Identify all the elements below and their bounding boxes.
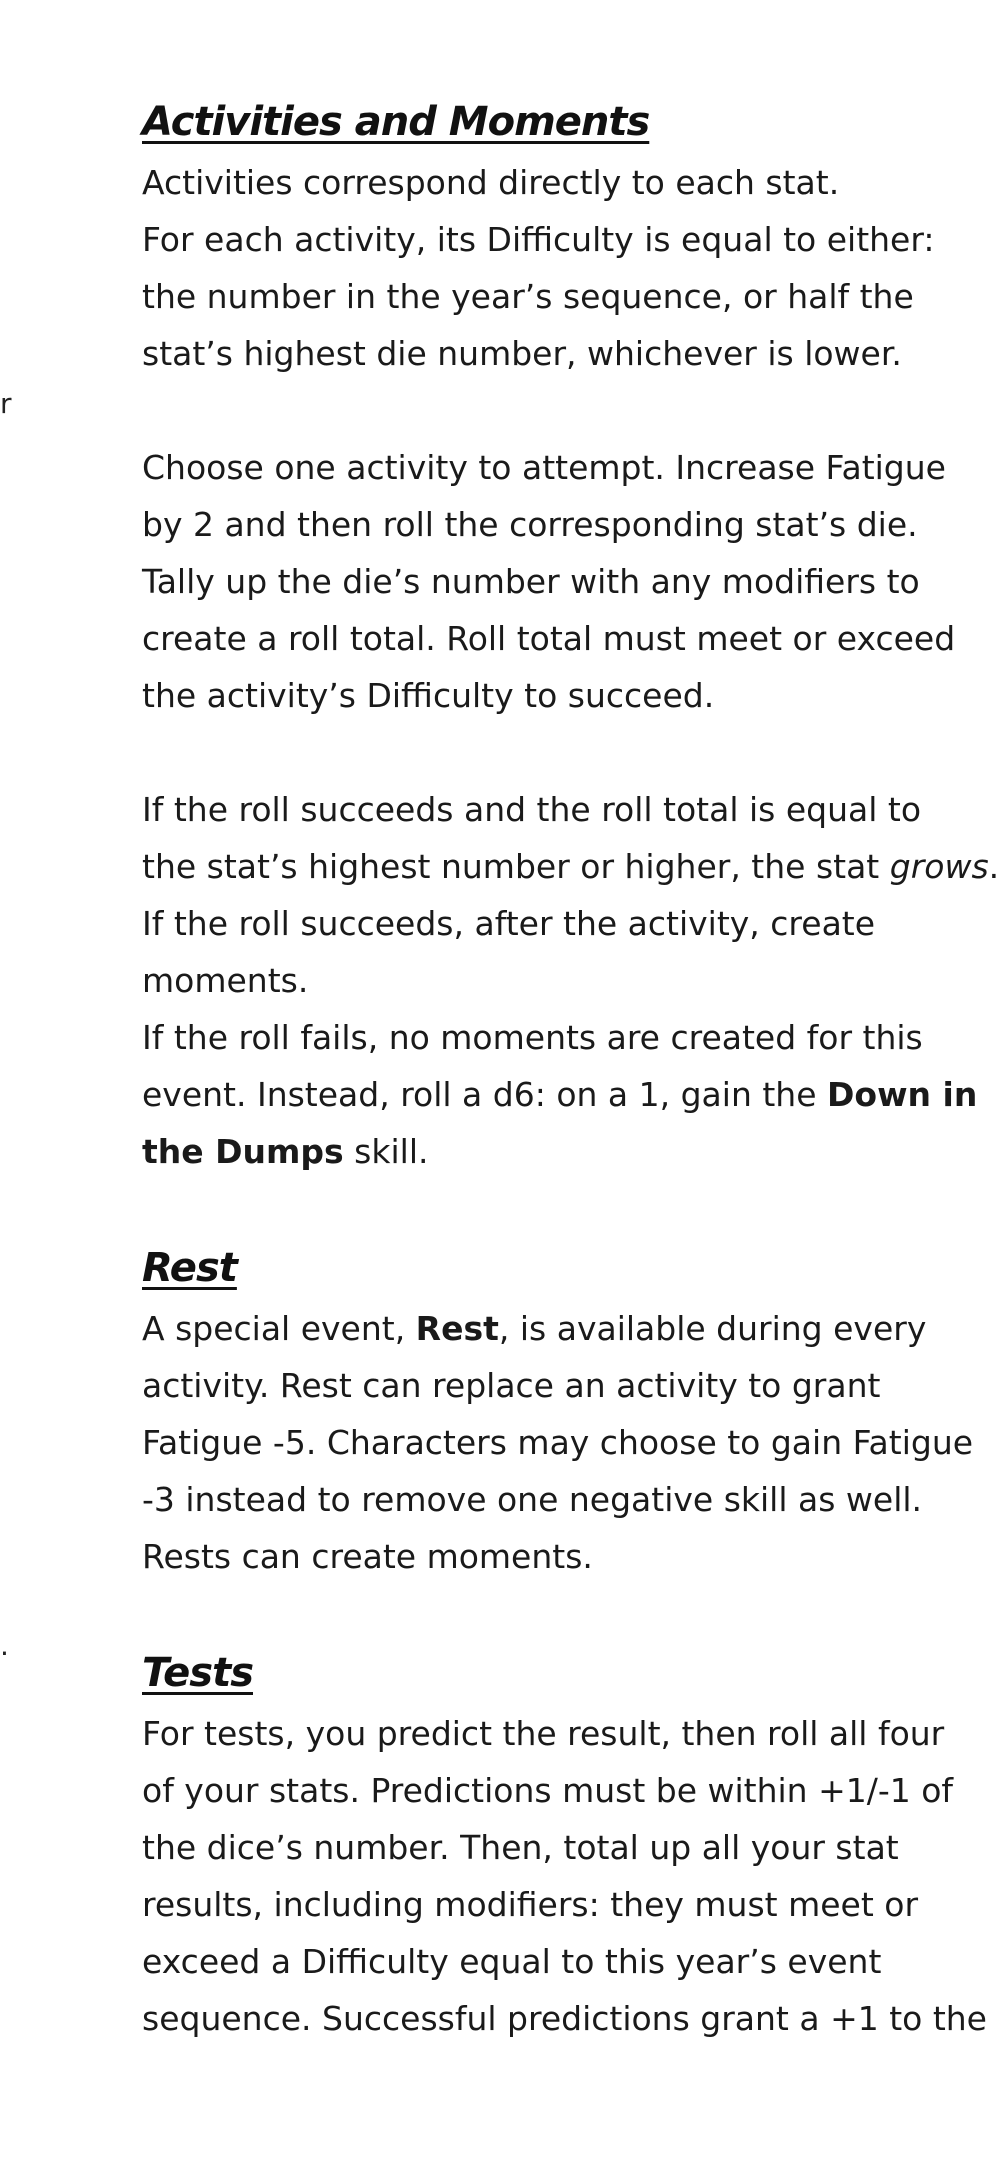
activities-paragraph-1 [142, 154, 962, 382]
text-line: Choose one activity to attempt. Increase Fatigue [142, 448, 946, 487]
text-line: If the roll succeeds, after the activity, create [142, 904, 876, 943]
text-line: If the roll succeeds and the roll total is equal to [142, 790, 922, 829]
section-tests [142, 1641, 987, 2047]
rest-bold: Rest [415, 1309, 499, 1348]
emphasis-grows: grows [889, 847, 989, 886]
text-line: the activity’s Difficulty to succeed. [142, 676, 715, 715]
text-line: activity. Rest can replace an activity to grant [142, 1366, 881, 1405]
text-line: create a roll total. Roll total must meet or exceed [142, 619, 956, 658]
text-line: -3 instead to remove one negative skill as well. [142, 1480, 923, 1519]
paragraph-gap [142, 382, 962, 439]
text-run: the stat’s highest number or higher, the stat [142, 847, 890, 886]
text-line: results, including modifiers: they must meet or [142, 1885, 919, 1924]
text-line: moments. [142, 961, 309, 1000]
text-line: exceed a Difficulty equal to this year’s event [142, 1942, 882, 1981]
text-line: For each activity, its Difficulty is equal to either: [142, 220, 935, 259]
text-line: the number in the year’s sequence, or half the [142, 277, 914, 316]
tests-heading: Tests [142, 1650, 253, 1696]
text-line: For tests, you predict the result, then roll all four [142, 1714, 945, 1753]
text-line [142, 838, 1000, 895]
text-line [142, 1123, 962, 1180]
text-line: Tally up the die’s number with any modifiers to [142, 562, 920, 601]
text-line: by 2 and then roll the corresponding stat’s die. [142, 505, 918, 544]
text-run: event. Instead, roll a d6: on a 1, gain the [142, 1075, 827, 1114]
skill-name-bold: the Dumps [142, 1132, 344, 1171]
text-line: of your stats. Predictions must be within +1/-1 of [142, 1771, 954, 1810]
activities-paragraph-3 [142, 781, 1000, 1180]
document-content [142, 90, 1000, 2047]
margin-fragment-bottom: . [0, 1629, 9, 1662]
text-run: skill. [343, 1132, 429, 1171]
text-line: Rests can create moments. [142, 1537, 593, 1576]
text-line: Fatigue -5. Characters may choose to gain Fatigue [142, 1423, 974, 1462]
text-run: . [988, 847, 1000, 886]
text-line: stat’s highest die number, whichever is lower. [142, 334, 902, 373]
text-run: , is available during every [498, 1309, 927, 1348]
text-line [142, 1300, 962, 1357]
section-activities [142, 90, 1000, 1180]
tests-paragraph [142, 1705, 987, 2047]
activities-heading: Activities and Moments [142, 99, 650, 145]
rest-paragraph [142, 1300, 974, 1585]
text-line: If the roll fails, no moments are created for this [142, 1018, 923, 1057]
text-line: Activities correspond directly to each stat. [142, 163, 840, 202]
text-line [142, 1066, 978, 1123]
text-run: A special event, [142, 1309, 416, 1348]
activities-paragraph-2 [142, 439, 962, 724]
margin-fragment-top: r [0, 387, 12, 420]
skill-name-bold: Down in [827, 1075, 978, 1114]
text-line: the dice’s number. Then, total up all your stat [142, 1828, 899, 1867]
paragraph-gap [142, 724, 962, 781]
text-line: sequence. Successful predictions grant a +1 to the [142, 1999, 987, 2038]
rest-heading: Rest [142, 1245, 237, 1291]
section-rest [142, 1236, 974, 1585]
